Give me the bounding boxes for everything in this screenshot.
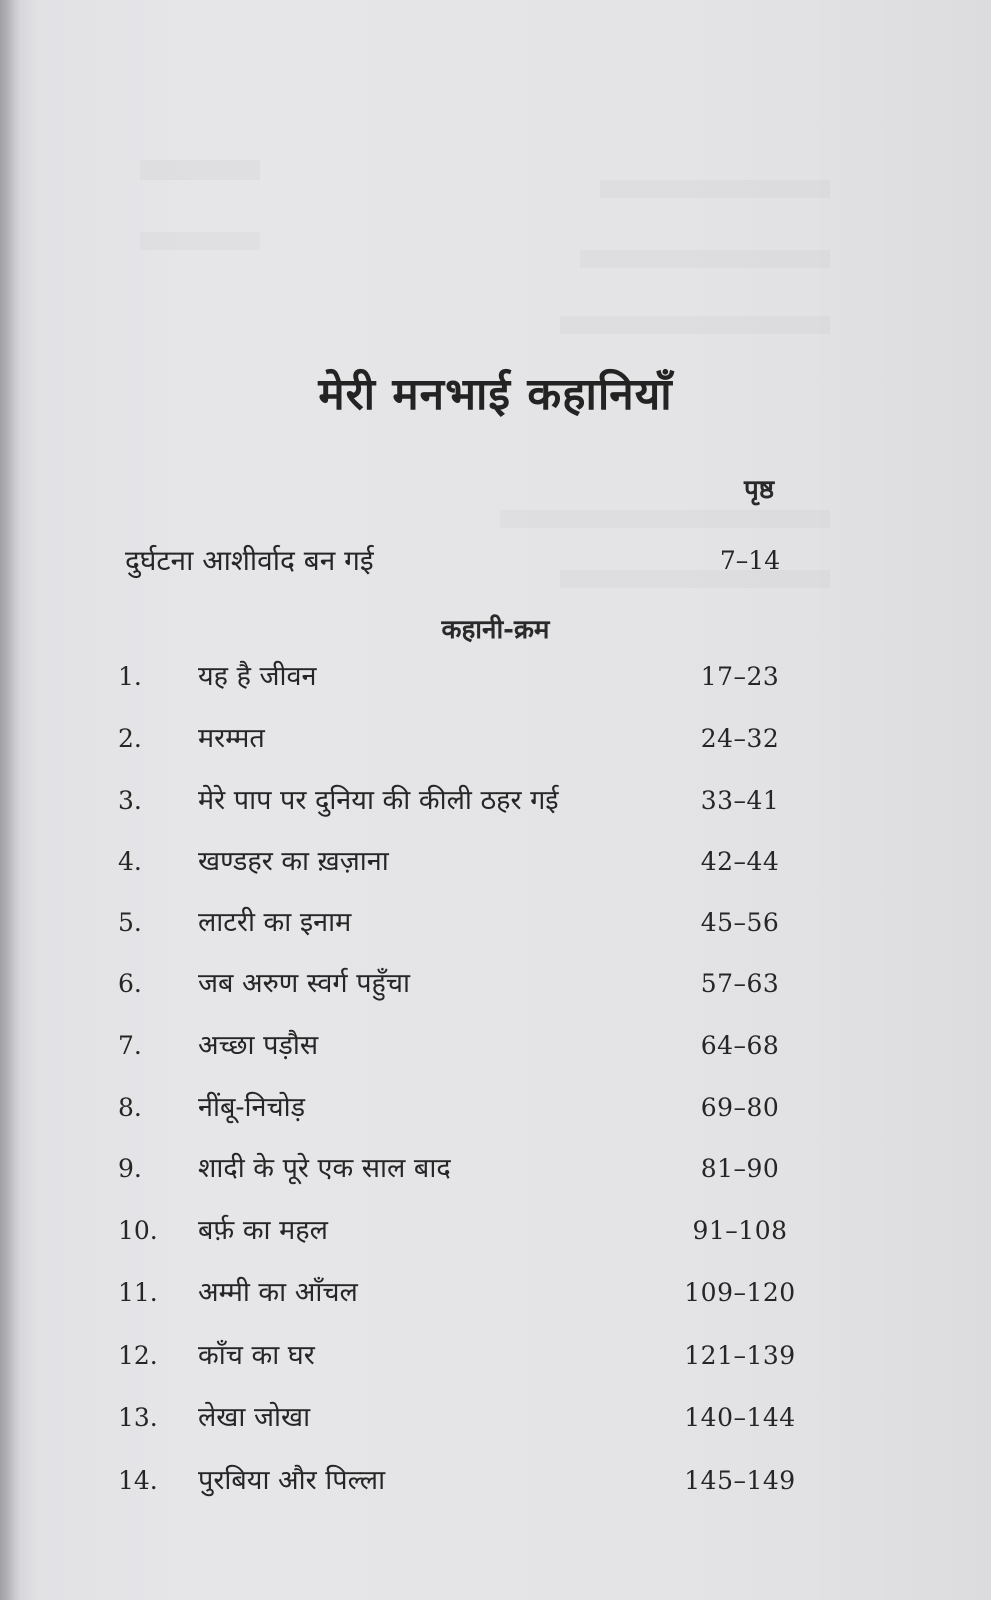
toc-entry [0,781,991,821]
toc-entry [0,657,991,697]
entry-pages: 109–120 [684,1278,796,1307]
entry-pages: 17–23 [700,662,780,691]
toc-entry [0,1461,991,1501]
entry-number: 10. [118,1216,158,1245]
section-heading: कहानी-क्रम [441,615,550,645]
entry-number: 6. [118,969,142,998]
entry-number: 9. [118,1154,142,1183]
toc-entry [0,1026,991,1066]
entry-pages: 69–80 [700,1093,780,1122]
entry-number: 1. [118,662,142,691]
entry-title: काँच का घर [198,1340,315,1371]
entry-pages: 42–44 [700,847,780,876]
entry-pages: 145–149 [684,1466,796,1495]
toc-entry [0,1398,991,1438]
intro-pages: 7–14 [719,546,781,575]
entry-pages: 121–139 [684,1341,796,1370]
entry-title: मेरे पाप पर दुनिया की कीली ठहर गई [198,785,559,816]
toc-entry [0,1088,991,1128]
entry-pages: 33–41 [700,786,780,815]
entry-title: पुरबिया और पिल्ला [198,1465,386,1496]
entry-title: खण्डहर का ख़ज़ाना [198,846,389,877]
entry-title: अच्छा पड़ौस [198,1030,319,1061]
show-through-mark [140,160,260,180]
entry-number: 5. [118,908,142,937]
toc-entry [0,1211,991,1251]
entry-title: बर्फ़ का महल [198,1215,328,1246]
toc-entry [0,719,991,759]
entry-number: 4. [118,847,142,876]
entry-number: 8. [118,1093,142,1122]
entry-title: लाटरी का इनाम [198,907,352,938]
page-title: मेरी मनभाई कहानियाँ [318,369,673,420]
entry-number: 2. [118,724,142,753]
show-through-mark [580,250,830,268]
entry-title: अम्मी का आँचल [198,1277,358,1308]
entry-pages: 57–63 [700,969,780,998]
toc-entry [0,1273,991,1313]
entry-pages: 140–144 [684,1403,796,1432]
entry-title: शादी के पूरे एक साल बाद [198,1153,451,1184]
intro-title: दुर्घटना आशीर्वाद बन गई [125,544,374,577]
entry-number: 13. [118,1403,158,1432]
entry-number: 11. [118,1278,158,1307]
toc-entry [0,1149,991,1189]
entry-pages: 91–108 [692,1216,788,1245]
entry-title: लेखा जोखा [198,1402,311,1433]
toc-entry [0,903,991,943]
entry-pages: 24–32 [700,724,780,753]
entry-number: 12. [118,1341,158,1370]
entry-title: यह है जीवन [198,661,317,692]
toc-entry [0,964,991,1004]
entry-number: 3. [118,786,142,815]
entry-title: नींबू-निचोड़ [198,1092,306,1123]
entry-pages: 45–56 [700,908,780,937]
entry-pages: 64–68 [700,1031,780,1060]
entry-title: मरम्मत [198,723,265,754]
entry-number: 7. [118,1031,142,1060]
entry-pages: 81–90 [700,1154,780,1183]
show-through-mark [140,232,260,250]
entry-title: जब अरुण स्वर्ग पहुँचा [198,968,411,999]
entry-number: 14. [118,1466,158,1495]
show-through-mark [500,510,830,528]
show-through-mark [600,180,830,198]
page-column-header: पृष्ठ [744,475,775,505]
toc-entry [0,1336,991,1376]
toc-entry [0,842,991,882]
show-through-mark [560,316,830,334]
